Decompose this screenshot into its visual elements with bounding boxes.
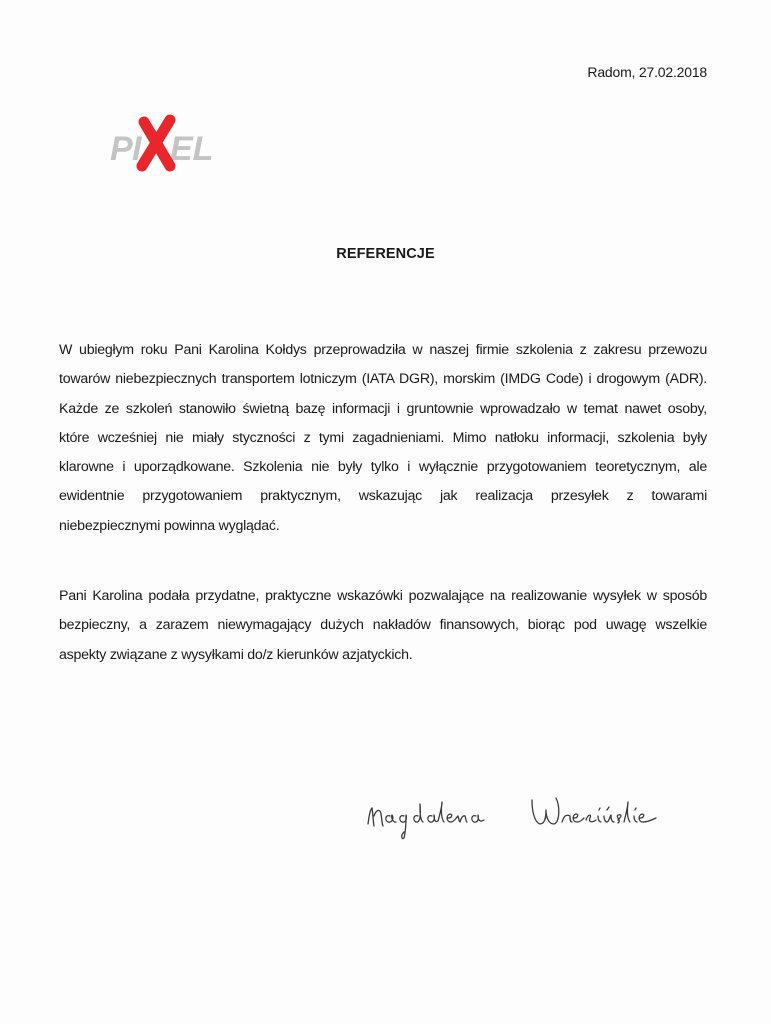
paragraph-line: ewidentnie przygotowaniem praktycznym, wskazując jak realizacja przesyłek z towarami [59, 488, 707, 505]
paragraph-line: Każde ze szkoleń stanowiło świetną bazę informacji i gruntownie wprowadzało w temat nawet osoby, [59, 400, 707, 417]
paragraph-training-summary [59, 336, 707, 541]
paragraph-line: bezpieczny, a zarazem niewymagający dużych nakładów finansowych, biorąc pod uwagę wszelkie [59, 617, 707, 634]
paragraph-line: W ubiegłym roku Pani Karolina Kołdys przeprowadziła w naszej firmie szkolenia z zakresu przewozu [59, 342, 707, 358]
logo-letter-p: P [110, 130, 133, 168]
paragraph-line: które wcześniej nie miały styczności z tymi zagadnieniami. Mimo natłoku informacji, szkolenia były [59, 429, 707, 446]
paragraph-line: niebezpiecznymi powinna wyglądać. [59, 517, 280, 534]
handwritten-signature [360, 786, 690, 846]
paragraph-line: towarów niebezpiecznych transportem lotniczym (IATA DGR), morskim (IMDG Code) i drogowym (ADR). [59, 371, 707, 388]
paragraph-line: aspekty związane z wysyłkami do/z kierunków azjatyckich. [59, 646, 413, 663]
pixel-logo [108, 108, 218, 176]
paragraph-line: klarowne i uporządkowane. Szkolenia nie były tylko i wyłącznie przygotowaniem teoretycznym, ale [59, 459, 707, 476]
logo-letters-el: EL [170, 130, 214, 168]
paragraph-line: Pani Karolina podała przydatne, praktyczne wskazówki pozwalające na realizowanie wysyłek w sposób [59, 588, 707, 604]
logo-letter-i: I [132, 130, 142, 168]
place-and-date: Radom, 27.02.2018 [587, 64, 707, 80]
document-title: REFERENCJE [336, 246, 435, 262]
logo-red-x [142, 120, 170, 166]
paragraph-practical-tips [59, 582, 707, 670]
